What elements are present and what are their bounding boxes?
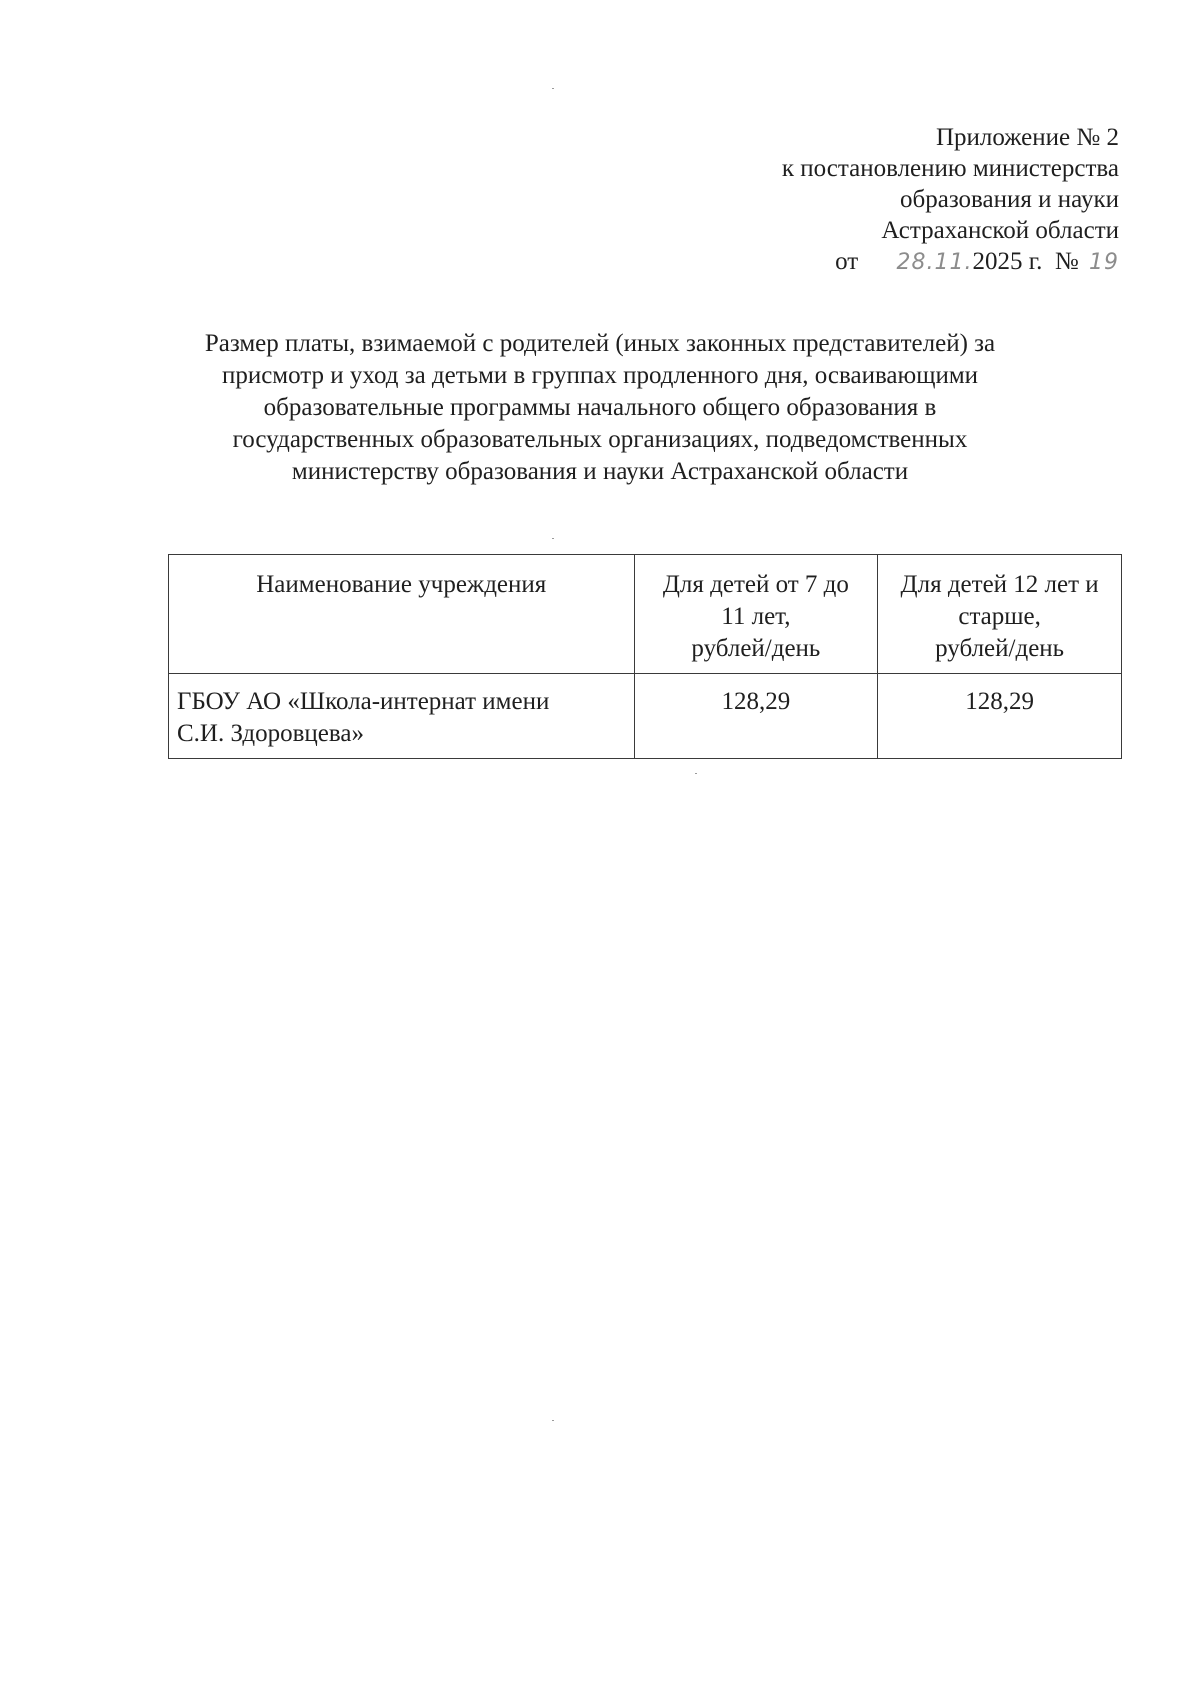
date-prefix: от bbox=[835, 248, 859, 275]
appendix-header bbox=[782, 122, 1119, 278]
header-age-7-11-line: рублей/день bbox=[691, 635, 821, 662]
scan-speck bbox=[695, 773, 697, 774]
header-age-7-11-line: Для детей от 7 до bbox=[662, 571, 849, 598]
header-age-12-plus-line: Для детей 12 лет и bbox=[900, 571, 1099, 598]
title-line: Размер платы, взимаемой с родителей (иных законных представителей) за bbox=[204, 330, 996, 357]
appendix-date-line bbox=[782, 246, 1119, 278]
date-year: 2025 г. bbox=[972, 248, 1043, 275]
title-line: присмотр и уход за детьми в группах продленного дня, осваивающими bbox=[221, 362, 979, 389]
title-line: образовательные программы начального общего образования в bbox=[263, 394, 937, 421]
number-label: № bbox=[1054, 248, 1079, 275]
institution-name-line: С.И. Здоровцева» bbox=[177, 720, 364, 747]
title-line: государственных образовательных организациях, подведомственных bbox=[232, 426, 968, 453]
fee-age-7-11-cell: 128,29 bbox=[634, 674, 878, 759]
table-header-row bbox=[169, 555, 1122, 674]
header-institution-text: Наименование учреждения bbox=[256, 571, 547, 598]
institution-name-cell bbox=[169, 674, 635, 759]
header-age-12-plus-line: старше, bbox=[958, 603, 1041, 630]
header-institution bbox=[169, 555, 635, 674]
handwritten-date: 28.11. bbox=[896, 250, 973, 275]
fee-age-12-plus-cell: 128,29 bbox=[878, 674, 1122, 759]
header-age-12-plus bbox=[878, 555, 1122, 674]
handwritten-number: 19 bbox=[1089, 250, 1119, 275]
table-row bbox=[169, 674, 1122, 759]
fee-table bbox=[168, 554, 1122, 759]
header-age-7-11 bbox=[634, 555, 878, 674]
title-line: министерству образования и науки Астраханской области bbox=[291, 458, 909, 485]
document-title bbox=[150, 328, 1050, 488]
appendix-line-region: Астраханской области bbox=[881, 217, 1119, 244]
scan-speck bbox=[552, 538, 554, 539]
header-age-7-11-line: 11 лет, bbox=[721, 603, 791, 630]
institution-name-line: ГБОУ АО «Школа-интернат имени bbox=[177, 688, 550, 715]
scan-speck bbox=[552, 88, 554, 89]
appendix-title: Приложение № 2 bbox=[935, 124, 1119, 151]
header-age-12-plus-line: рублей/день bbox=[935, 635, 1065, 662]
appendix-line-decree: к постановлению министерства bbox=[781, 155, 1119, 182]
scan-speck bbox=[552, 1420, 554, 1421]
appendix-line-ministry: образования и науки bbox=[900, 186, 1119, 213]
